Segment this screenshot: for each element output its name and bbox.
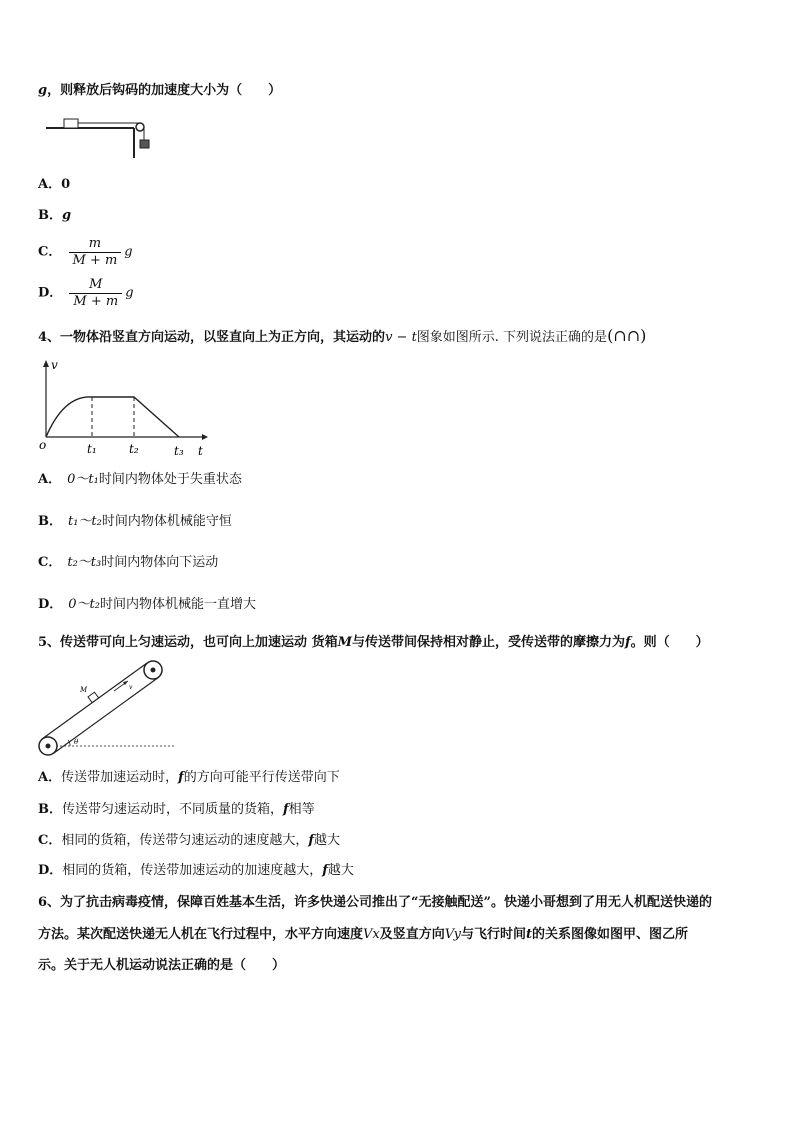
q3-option-b: B．g <box>38 208 72 223</box>
q5-figure-angle-label: θ <box>74 738 79 746</box>
q5-option-d: D．相同的货箱，传送带加速运动的加速度越大，f越大 <box>38 863 354 878</box>
q5-figure-mass-label: M <box>80 686 88 694</box>
q4-graph-t3-label: t₃ <box>174 444 184 458</box>
q3-stem-text: ，则释放后钩码的加速度大小为（ ） <box>47 83 282 98</box>
q5-option-b: B．传送带匀速运动时，不同质量的货箱，f相等 <box>38 802 315 817</box>
q3-option-a: A．0 <box>38 177 71 192</box>
q3-pulley-figure <box>44 112 160 160</box>
q4-option-a: A． 0～t₁时间内物体处于失重状态 <box>38 472 242 487</box>
q6-stem-line-1: 6、为了抗击病毒疫情，保障百姓基本生活，许多快递公司推出了“无接触配送”。快递小哥想到了用无人机配送快递的 <box>38 895 713 910</box>
q4-graph-origin-label: o <box>39 438 47 452</box>
q3-option-c: C． $\frac{m}{M + m}$ g <box>38 236 133 268</box>
q4-graph-t-label: t <box>198 444 203 458</box>
q4-graph-t1-label: t₁ <box>87 442 97 456</box>
q5-option-a: A．传送带加速运动时，f的方向可能平行传送带向下 <box>38 770 340 785</box>
q4-stem: 4、一物体沿竖直方向运动，以竖直向上为正方向，其运动的v − t图象如图所示. 下列说法正确的是(∩∩) <box>38 326 647 345</box>
q4-option-d: D． 0～t₂时间内物体机械能一直增大 <box>38 597 257 612</box>
q4-option-b: B． t₁～t₂时间内物体机械能守恒 <box>38 514 232 529</box>
q3-option-c-fraction: $\frac{m}{M + m}$ <box>69 236 122 269</box>
q3-stem-var: g <box>38 83 48 98</box>
q6-stem-line-3: 示。关于无人机运动说法正确的是（ ） <box>38 958 286 973</box>
q4-graph-t2-label: t₂ <box>129 442 139 456</box>
q4-option-c: C． t₂～t₃时间内物体向下运动 <box>38 555 219 570</box>
q5-option-c: C．相同的货箱，传送带匀速运动的速度越大，f越大 <box>38 833 340 848</box>
q4-graph-v-label: v <box>51 358 58 372</box>
q4-vt-graph <box>34 355 214 461</box>
q3-option-d: D． $\frac{M}{M + m}$ g <box>38 277 134 309</box>
q5-figure-dir-label: v <box>129 684 133 691</box>
q3-stem <box>38 82 281 100</box>
q6-stem-line-2: 方法。某次配送快递无人机在飞行过程中，水平方向速度Vx及竖直方向Vy与飞行时间t的关系图像如图甲、图乙所 <box>38 927 689 942</box>
q3-option-d-fraction: $\frac{M}{M + m}$ <box>69 277 122 310</box>
q5-conveyor-figure <box>36 656 176 760</box>
q5-stem: 5、传送带可向上匀速运动，也可向上加速运动 货箱M与传送带间保持相对静止，受传送带的摩擦力为f。则（ ） <box>38 635 709 650</box>
